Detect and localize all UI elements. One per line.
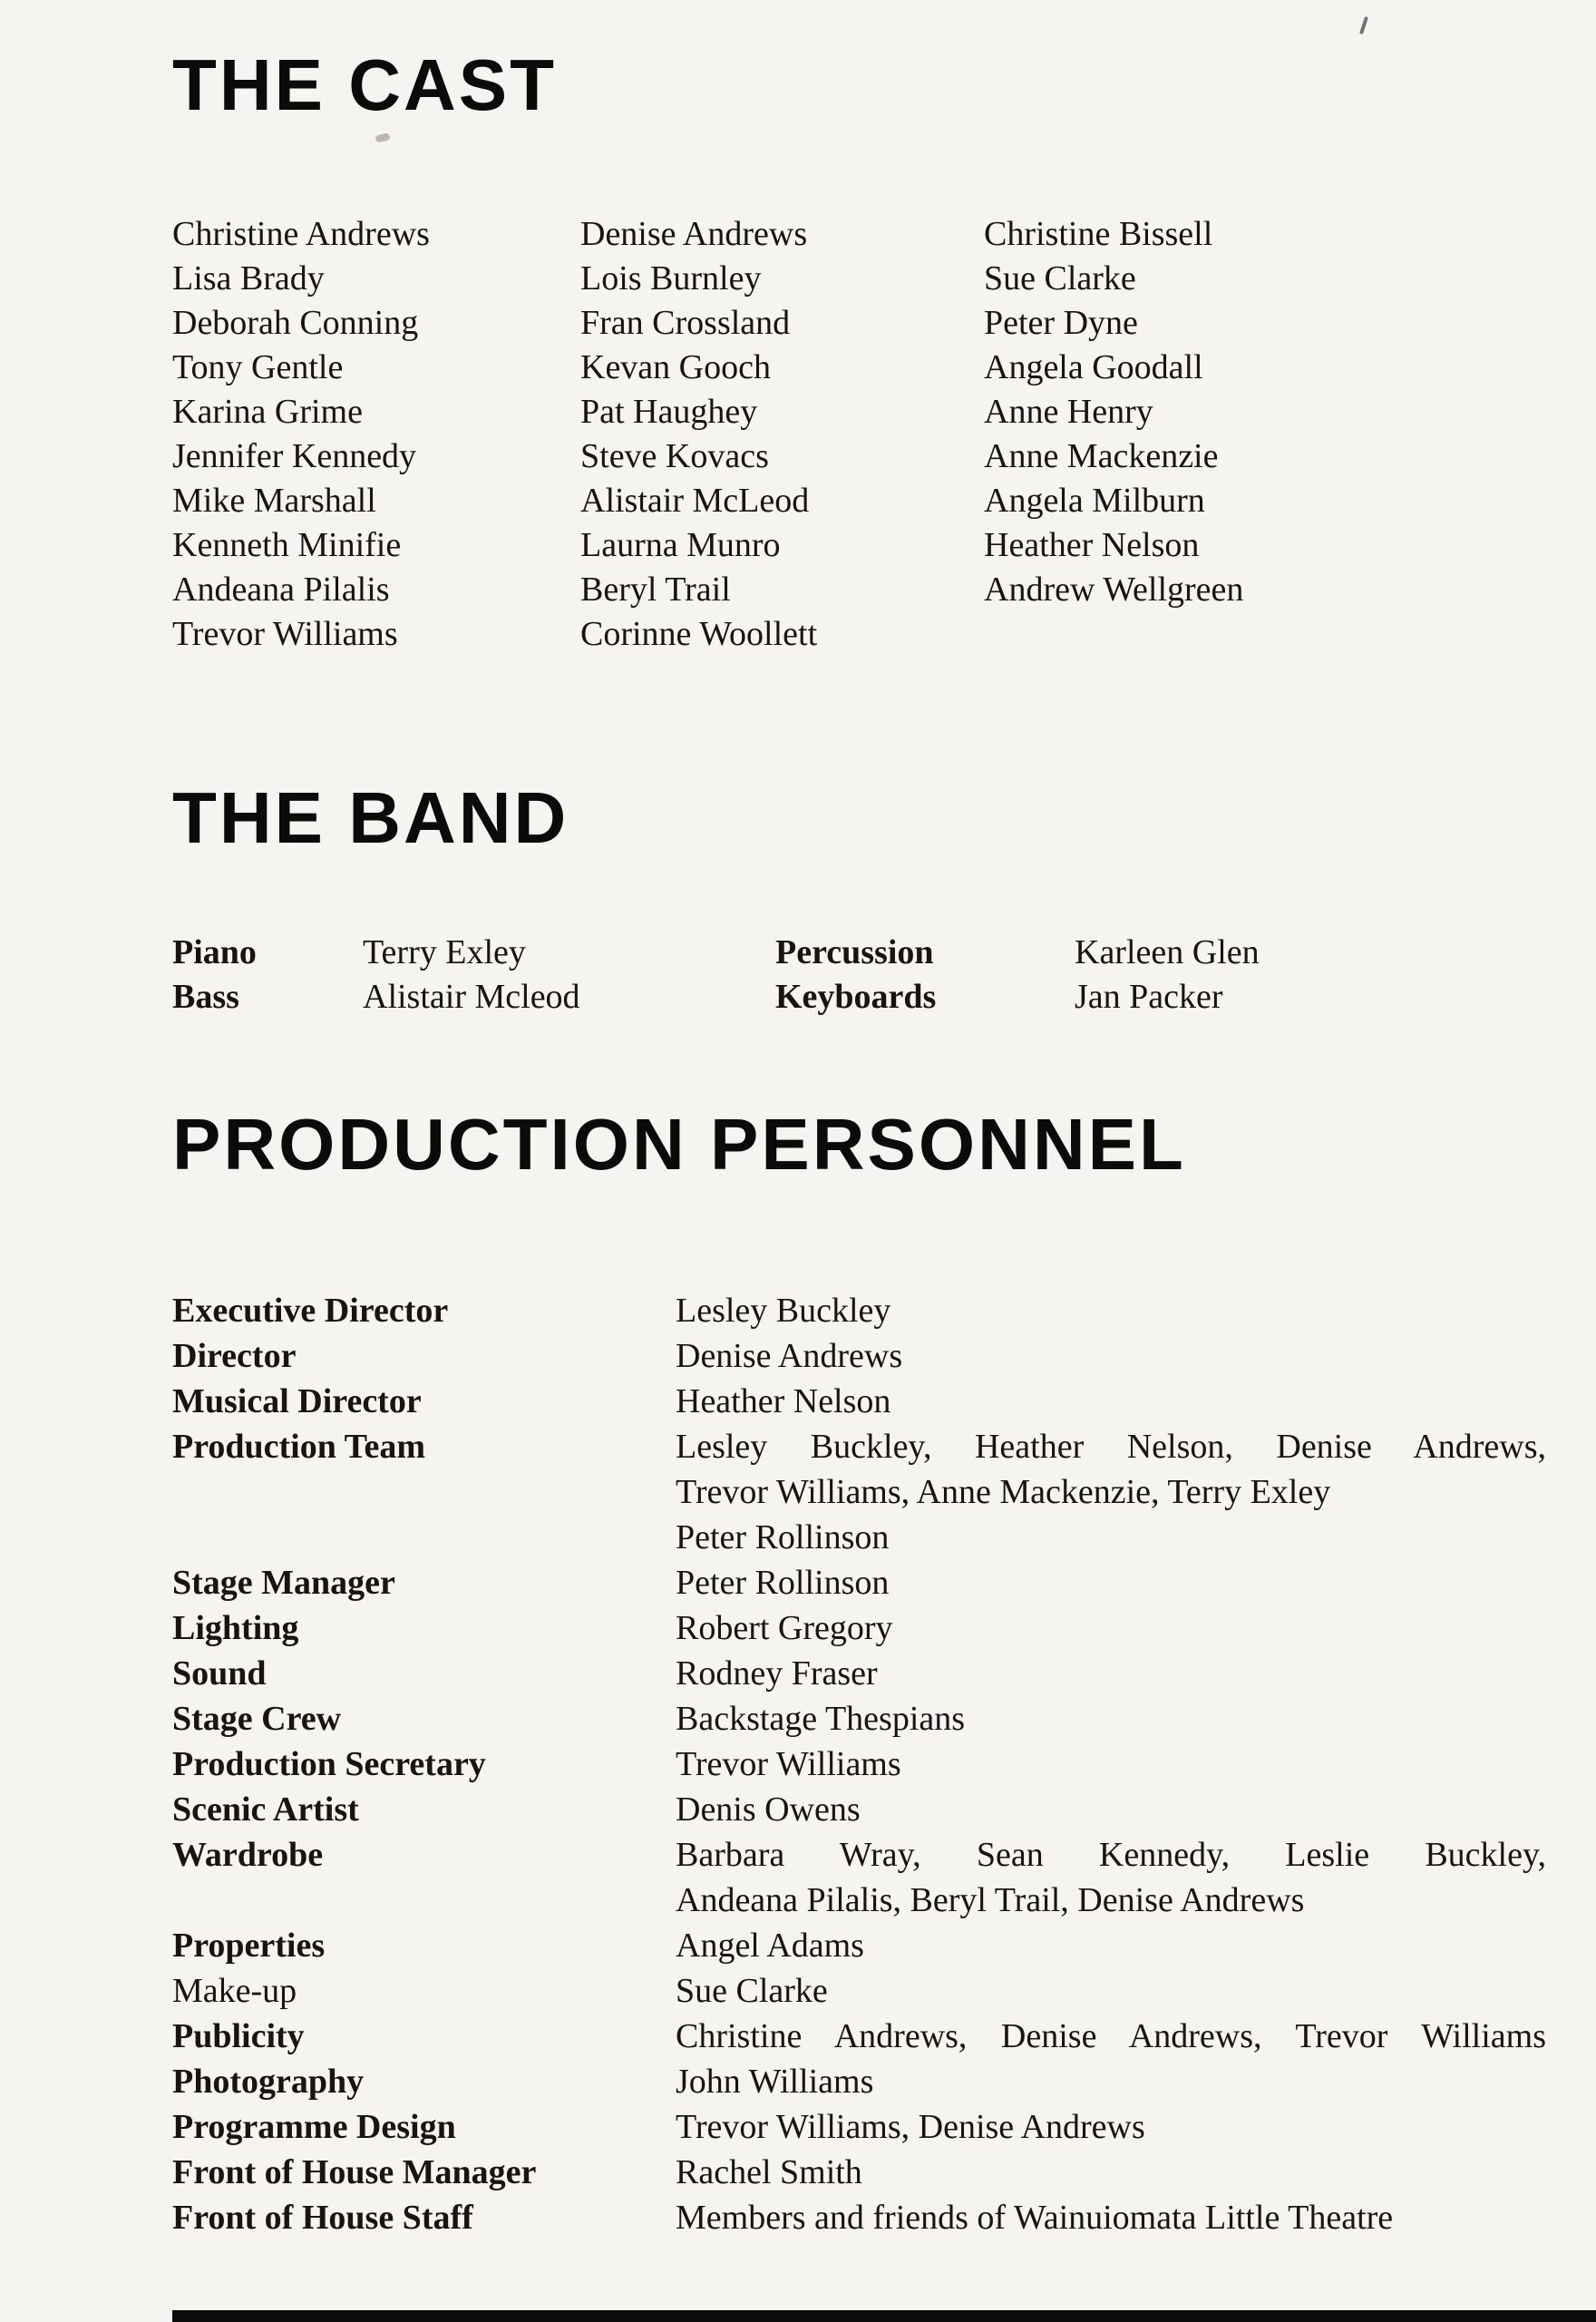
production-role: Executive Director [172,1292,449,1330]
cast-member-name: Christine Andrews [172,215,430,253]
cast-member-name: Lisa Brady [172,259,325,298]
production-row [172,1832,1569,1923]
production-role: Photography [172,2063,365,2101]
cast-member-name: Alistair McLeod [580,482,810,520]
production-role: Front of House Manager [172,2153,537,2191]
production-names [676,1968,1546,2014]
production-row [172,1288,1569,1333]
production-role: Front of House Staff [172,2199,473,2237]
production-names [676,1696,1546,1742]
production-names [676,1424,1546,1560]
cast-member-name: Trevor Williams [172,615,398,653]
cast-member-name: Beryl Trail [580,571,731,609]
cast-member-name: Kevan Gooch [580,348,771,386]
band-group [172,931,775,1020]
cast-member-name: Peter Dyne [984,304,1138,342]
production-names [676,2150,1546,2195]
production-role: Properties [172,1927,326,1965]
production-role: Make-up [172,1972,297,2010]
production-list [172,1288,1569,2240]
production-heading: PRODUCTION PERSONNEL [172,1104,1186,1185]
cast-member-name: Angela Goodall [984,348,1203,386]
cast-column [580,212,984,657]
band-role: Bass [172,978,239,1016]
production-row [172,1968,1569,2014]
production-names-line: Rachel Smith [676,2153,862,2191]
production-names [676,1333,1546,1379]
production-names-line: John Williams [676,2063,874,2101]
production-names-line: Peter Rollinson [676,1564,890,1602]
production-names [676,1787,1546,1832]
band-musician-name: Karleen Glen [1075,933,1260,971]
cast-member-name: Mike Marshall [172,482,376,520]
production-names-line: Christine Andrews, Denise Andrews, Trevor Williams [676,2017,1546,2055]
production-names-line: Trevor Williams, Anne Mackenzie, Terry Exley [676,1473,1331,1511]
production-names-line: Rodney Fraser [676,1654,878,1693]
cast-member-name: Christine Bissell [984,215,1213,253]
production-names [676,2059,1546,2104]
production-row [172,1605,1569,1651]
band-musician-name: Alistair Mcleod [363,978,580,1016]
cast-list [172,212,1569,657]
cast-member-name: Andeana Pilalis [172,571,390,609]
production-names [676,1832,1546,1923]
production-names-line: Angel Adams [676,1927,864,1965]
production-role: Publicity [172,2017,305,2055]
production-role: Stage Crew [172,1700,342,1738]
cast-column [172,212,580,657]
production-role: Production Team [172,1428,426,1466]
production-role: Director [172,1337,297,1375]
production-names [676,1560,1546,1605]
production-row [172,1923,1569,1968]
production-role: Wardrobe [172,1836,324,1874]
cast-member-name: Heather Nelson [984,526,1200,564]
production-row [172,1333,1569,1379]
production-names [676,2014,1546,2059]
production-names [676,1379,1546,1424]
production-role: Musical Director [172,1382,422,1420]
cast-member-name: Andrew Wellgreen [984,571,1244,609]
production-names [676,1288,1546,1333]
production-role: Programme Design [172,2108,456,2146]
production-row [172,1742,1569,1787]
page-bottom-rule [172,2310,1596,2322]
production-row [172,2059,1569,2104]
production-names-line: Sue Clarke [676,1972,828,2010]
production-names-line: Denise Andrews [676,1337,903,1375]
production-role: Production Secretary [172,1745,486,1783]
production-names-line: Denis Owens [676,1790,861,1829]
production-row [172,2150,1569,2195]
band-role: Percussion [775,933,934,971]
cast-member-name: Kenneth Minifie [172,526,402,564]
production-names-line: Peter Rollinson [676,1518,890,1556]
production-row [172,2104,1569,2150]
production-names-line: Robert Gregory [676,1609,893,1647]
cast-member-name: Angela Milburn [984,482,1205,520]
production-row [172,1424,1569,1560]
cast-member-name: Sue Clarke [984,259,1136,298]
production-names-line: Andeana Pilalis, Beryl Trail, Denise Andrews [676,1881,1305,1919]
cast-member-name: Fran Crossland [580,304,791,342]
production-names [676,1651,1546,1696]
production-row [172,1651,1569,1696]
cast-member-name: Laurna Munro [580,526,781,564]
production-row [172,2195,1569,2240]
production-names-line: Backstage Thespians [676,1700,966,1738]
band-musician-name: Terry Exley [363,933,526,971]
cast-column [984,212,1569,657]
production-names [676,1742,1546,1787]
cast-member-name: Corinne Woollett [580,615,818,653]
band-group [775,931,1569,1020]
cast-member-name: Tony Gentle [172,348,344,386]
cast-member-name: Steve Kovacs [580,437,769,475]
cast-member-name: Deborah Conning [172,304,419,342]
production-row [172,1560,1569,1605]
band-musician-name: Jan Packer [1075,978,1223,1016]
production-names-line: Lesley Buckley, Heather Nelson, Denise Andrews, [676,1428,1546,1466]
production-role: Sound [172,1654,267,1693]
production-row [172,2014,1569,2059]
production-names-line: Trevor Williams, Denise Andrews [676,2108,1145,2146]
production-row [172,1696,1569,1742]
cast-member-name: Karina Grime [172,393,363,431]
production-names [676,2195,1546,2240]
band-role: Piano [172,933,257,971]
cast-heading: THE CAST [172,44,557,125]
production-names [676,2104,1546,2150]
cast-member-name: Lois Burnley [580,259,762,298]
production-names-line: Barbara Wray, Sean Kennedy, Leslie Buckley, [676,1836,1546,1874]
production-row [172,1787,1569,1832]
production-names [676,1923,1546,1968]
cast-member-name: Jennifer Kennedy [172,437,417,475]
scan-artifact [375,132,390,142]
production-role: Stage Manager [172,1564,395,1602]
cast-member-name: Anne Henry [984,393,1153,431]
band-list [172,931,1569,1020]
band-role: Keyboards [775,978,937,1016]
production-names [676,1605,1546,1651]
band-heading: THE BAND [172,777,569,858]
production-role: Scenic Artist [172,1790,359,1829]
cast-member-name: Denise Andrews [580,215,808,253]
production-row [172,1379,1569,1424]
cast-member-name: Anne Mackenzie [984,437,1219,475]
production-role: Lighting [172,1609,299,1647]
production-names-line: Trevor Williams [676,1745,901,1783]
production-names-line: Members and friends of Wainuiomata Little Theatre [676,2199,1394,2237]
production-names-line: Heather Nelson [676,1382,891,1420]
production-names-line: Lesley Buckley [676,1292,891,1330]
cast-member-name: Pat Haughey [580,393,758,431]
